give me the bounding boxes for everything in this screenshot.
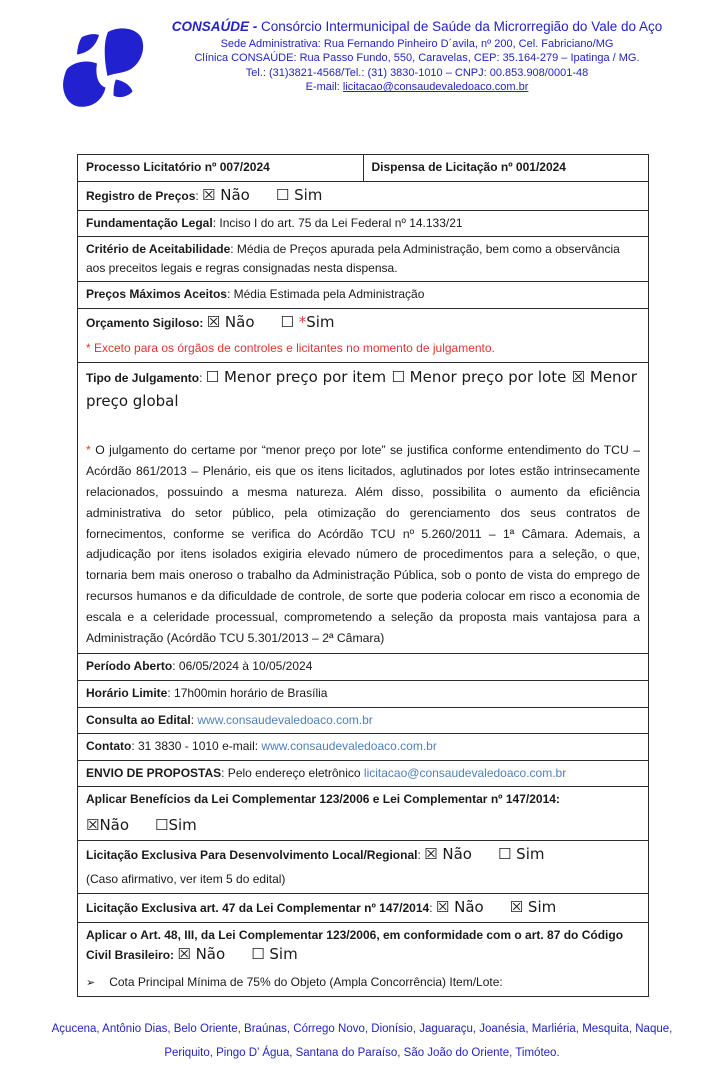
row-tipo-julgamento — [78, 362, 649, 654]
letterhead-text — [150, 18, 684, 95]
address-clinica: Clínica CONSAÚDE: Rua Passo Fundo, 550, Caravelas, CEP: 35.164-279 – Ipatinga / MG. — [194, 52, 640, 65]
row-processo-dispensa — [78, 155, 649, 182]
orcamento-checkbox-nao: ☒ Não — [206, 312, 255, 331]
precos-maximos-label: Preços Máximos Aceitos — [86, 287, 227, 302]
row-periodo-aberto — [78, 654, 649, 681]
email-line — [150, 80, 684, 95]
address-sede: Sede Administrativa: Rua Fernando Pinheiro D´avila, nº 200, Cel. Fabriciano/MG — [220, 37, 614, 50]
registro-checkbox-sim: ☐ Sim — [275, 185, 323, 204]
julgamento-checkbox-item: ☐ Menor preço por item — [205, 367, 387, 386]
criterio-label: Critério de Aceitabilidade — [86, 242, 231, 257]
row-exclusiva-local — [78, 840, 649, 893]
row-fundamentacao — [78, 210, 649, 237]
cota-principal-text: Cota Principal Mínima de 75% do Objeto (Ampla Concorrência) Item/Lote: — [109, 975, 503, 990]
periodo-label: Período Aberto — [86, 659, 173, 674]
orcamento-checkbox-sim: ☐ *Sim — [280, 312, 335, 331]
beneficios-checkbox-sim: ☐Sim — [155, 815, 197, 834]
envio-label: ENVIO DE PROPOSTAS — [86, 765, 222, 780]
row-beneficios-lc123 — [78, 787, 649, 841]
exclusiva-art47-label: Licitação Exclusiva art. 47 da Lei Complementar nº 147/2014 — [86, 900, 430, 915]
beneficios-label-line — [86, 790, 640, 809]
orcamento-note: * Exceto para os órgãos de controles e licitantes no momento de julgamento. — [86, 340, 495, 355]
arrow-bullet-icon: ➢ — [86, 976, 96, 990]
consulta-label: Consulta ao Edital — [86, 712, 191, 727]
org-name: CONSAÚDE - — [171, 19, 262, 34]
registro-label: Registro de Preços — [86, 188, 196, 203]
row-criterio — [78, 237, 649, 282]
exclusiva-local-checkbox-sim: ☐ Sim — [497, 844, 545, 863]
processo-cell — [78, 155, 364, 182]
contato-label: Contato — [86, 739, 132, 754]
julgamento-checkbox-global: ☒ Menor preço global — [86, 367, 637, 410]
row-horario-limite — [78, 681, 649, 708]
row-art48-cota — [78, 922, 649, 996]
exclusiva-local-label: Licitação Exclusiva Para Desenvolvimento Local/Regional — [86, 847, 418, 862]
julgamento-checkbox-lote: ☐ Menor preço por lote — [391, 367, 567, 386]
fundamentacao-label: Fundamentação Legal — [86, 215, 213, 230]
beneficios-checkbox-nao: ☒Não — [86, 815, 130, 834]
row-contato — [78, 734, 649, 761]
fundamentacao-text: : Inciso I do art. 75 da Lei Federal nº 14.133/21 — [212, 215, 463, 230]
sim-asterisk: * — [298, 312, 307, 331]
julgamento-options-line: Tipo de Julgamento: ☐ Menor preço por item ☐ Menor preço por lote ☒ Menor preço global — [86, 367, 637, 410]
process-info-table — [77, 154, 649, 997]
art48-line — [86, 926, 640, 966]
row-exclusiva-art47: Licitação Exclusiva art. 47 da Lei Complementar nº 147/2014: ☒ Não ☒ Sim — [78, 893, 649, 922]
registro-checkbox-nao: ☒ Não — [202, 185, 250, 204]
horario-text: : 17h00min horário de Brasília — [167, 686, 328, 700]
contato-site-link[interactable]: www.consaudevaledoaco.com.br — [261, 739, 437, 754]
exclusiva-local-line: Licitação Exclusiva Para Desenvolvimento Local/Regional: ☒ Não ☐ Sim — [86, 844, 545, 863]
org-title — [150, 18, 684, 36]
art48-label: Aplicar o Art. 48, III, da Lei Complementar 123/2006, em conformidade com o art. 87 do Código Civil Brasileiro: — [86, 927, 624, 963]
exclusiva-local-note: (Caso afirmativo, ver item 5 do edital) — [86, 871, 286, 886]
processo-numero: Processo Licitatório nº 007/2024 — [86, 160, 270, 174]
footer-cities: Açucena, Antônio Dias, Belo Oriente, Braúnas, Córrego Novo, Dionísio, Jaguaraçu, Joanésia, Marliéria, Mesquita, Naque, Periquito, Pingo D’ Água, Santana do Paraíso, São João do Oriente, Timóteo. — [51, 1022, 673, 1059]
header-email-link[interactable]: licitacao@consaudevaledoaco.com.br — [342, 81, 529, 94]
consulta-edital-link[interactable]: www.consaudevaledoaco.com.br — [197, 712, 373, 727]
phones-cnpj: Tel.: (31)3821-4568/Tel.: (31) 3830-1010 – CNPJ: 00.853.908/0001-48 — [245, 66, 589, 79]
beneficios-label: Aplicar Benefícios da Lei Complementar 123/2006 e Lei Complementar nº 147/2014: — [86, 792, 560, 807]
julgamento-label: Tipo de Julgamento — [86, 370, 200, 385]
dispensa-numero: Dispensa de Licitação nº 001/2024 — [371, 160, 566, 174]
exclusiva-art47-checkbox-sim: ☒ Sim — [509, 897, 557, 916]
art48-checkbox-sim: ☐ Sim — [251, 945, 298, 964]
orcamento-line — [86, 312, 640, 333]
document-header — [0, 0, 724, 120]
justificativa-text: O julgamento do certame por “menor preço por lote” se justifica conforme entendimento do TCU – Acórdão 861/2013 – Plenário, eis que os itens licitados, aglutinados por lotes estão intrinsecamente relacionados, possuindo a mesma natureza. Além disso, possibilita o aumento da eficiência administrativa do setor público, pela otimização do gerenciamento dos seus contratos de fornecimentos, conforme se verifica do Acórdão TCU nº 5.260/2011 – 1ª Câmara. Ademais, a adjudicação por itens isolados exigiria elevado número de procedimentos para a seleção, o que, tornaria bem mais oneroso o trabalho da Administração Pública, sob o ponto de vista do emprego de recursos humanos e da dificuldade de controle, de sorte que poderia colocar em risco a economia de escala e a celeridade processual, comprometendo a seleção da proposta mais vantajosa para a Administração (Acórdão TCU 5.301/2013 – 2ª Câmara) — [86, 442, 640, 646]
precos-maximos-text: : Média Estimada pela Administração — [226, 287, 425, 302]
row-envio-propostas — [78, 760, 649, 787]
horario-label: Horário Limite — [86, 686, 168, 700]
row-registro-precos: Registro de Preços: ☒ Não ☐ Sim — [78, 181, 649, 210]
periodo-text: : 06/05/2024 à 10/05/2024 — [172, 659, 313, 674]
row-orcamento-sigiloso — [78, 308, 649, 362]
criterio-text: : Média de Preços apurada pela Administração, bem como a observância aos preceitos legais e regras consignadas nesta dispensa. — [86, 242, 620, 275]
beneficios-options-line — [86, 815, 640, 836]
exclusiva-art47-checkbox-nao: ☒ Não — [435, 897, 484, 916]
org-description: Consórcio Intermunicipal de Saúde da Microrregião do Vale do Aço — [261, 19, 663, 34]
row-precos-maximos — [78, 282, 649, 309]
art48-checkbox-nao: ☒ Não — [177, 945, 226, 964]
exclusiva-local-checkbox-nao: ☒ Não — [424, 844, 472, 863]
email-label: E-mail: — [305, 81, 343, 94]
orcamento-label: Orçamento Sigiloso: — [86, 315, 207, 330]
row-consulta-edital: Consulta ao Edital: www.consaudevaledoaco.com.br — [78, 707, 649, 734]
julgamento-justificativa — [86, 440, 640, 650]
cota-principal-line — [86, 973, 640, 992]
envio-text: : Pelo endereço eletrônico — [221, 765, 364, 780]
consaude-logo-icon — [58, 24, 150, 112]
dispensa-cell — [363, 155, 649, 182]
contato-text: : 31 3830 - 1010 e-mail: — [131, 739, 262, 754]
envio-email-link[interactable]: licitacao@consaudevaledoaco.com.br — [363, 765, 567, 780]
justificativa-asterisk: * — [86, 442, 96, 457]
